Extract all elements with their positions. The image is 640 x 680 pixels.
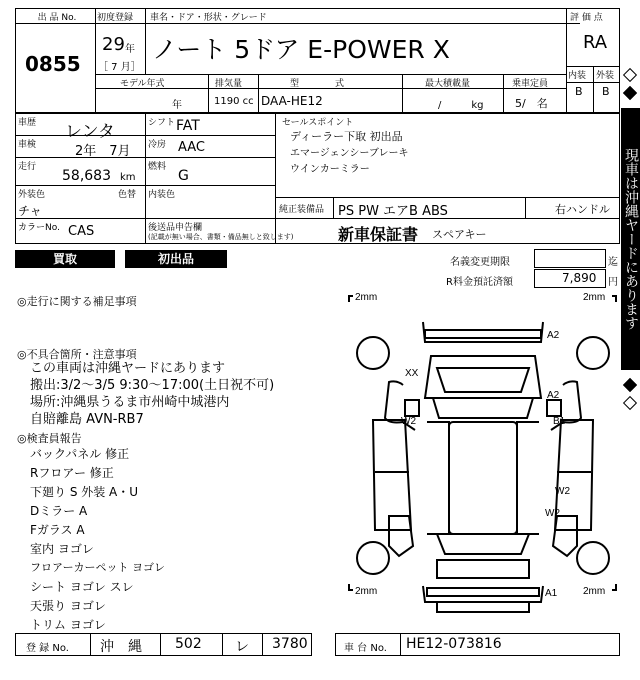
sidebar-note: 現車は沖縄ヤードにあります [621, 108, 640, 370]
plate-class: 502 [175, 636, 202, 652]
ac-value: AAC [178, 140, 205, 155]
inspection-value: 2年 7月 [75, 144, 131, 159]
diamond-icon [623, 396, 637, 410]
mark-right-front-fender: A2 [547, 390, 560, 401]
rating-label: 評 価 点 [570, 13, 603, 23]
model-year-unit: 年 [172, 100, 182, 111]
inspector-line: 室内 ヨゴレ [30, 542, 94, 556]
recycle-value: 7,890 [562, 271, 597, 285]
diamond-icon [623, 86, 637, 100]
diamond-icon [623, 68, 637, 82]
interior-grade: B [575, 85, 583, 98]
buy-badge: 買取 [15, 250, 115, 268]
equipment-value: PS PW エアB ABS [338, 204, 448, 219]
inspector-line: トリム ヨゴレ [30, 618, 106, 632]
chassis-label: 車 台 No. [344, 643, 387, 654]
exterior-grade: B [602, 85, 610, 98]
mark-front-right-corner: 2mm [583, 292, 606, 303]
sales-point-label: セールスポイント [282, 118, 354, 128]
mark-rear-right-corner: 2mm [583, 586, 606, 597]
sales-point-line: ウインカーミラー [290, 164, 370, 175]
inspector-line: Dミラー A [30, 504, 88, 518]
model-year-label: モデル年式 [120, 79, 165, 89]
rating-value: RA [583, 32, 608, 53]
defect-line: この車両は沖縄ヤードにあります [30, 361, 226, 376]
mark-right-front-door: B1 [553, 416, 566, 427]
car-name-label: 車名・ドア・形状・グレード [150, 13, 267, 23]
mark-rear-left-corner: 2mm [355, 586, 378, 597]
car-damage-diagram [345, 290, 620, 630]
mileage-label: 走行 [18, 162, 37, 172]
type-value: DAA-HE12 [261, 94, 323, 108]
mileage-value: 58,683 [62, 168, 111, 184]
lot-number: 0855 [25, 52, 81, 76]
mark-front-left-corner: 2mm [355, 292, 378, 303]
sales-point-line: ディーラー下取 初出品 [290, 130, 403, 143]
first-reg-label: 初度登録 [97, 13, 134, 23]
plate-number: 3780 [272, 636, 308, 652]
color-code-value: CAS [68, 224, 95, 239]
plate-kana: レ [235, 639, 249, 655]
plate-label: 登 録 No. [26, 643, 69, 654]
inspector-line: 天張り ヨゴレ [30, 599, 106, 613]
recycle-unit: 円 [608, 277, 618, 288]
inspector-line: フロアーカーペット ヨゴレ [30, 561, 165, 574]
inspector-line: Fガラス A [30, 523, 85, 537]
mark-front-bumper: A2 [547, 330, 560, 341]
name-change-label: 名義変更期限 [450, 257, 510, 268]
steering-value: 右ハンドル [555, 203, 610, 216]
mark-right-quarter: W2 [545, 508, 560, 519]
defect-line: 自賠離島 AVN-RB7 [30, 412, 144, 427]
car-name: ノート 5ドア E-POWER X [152, 35, 450, 64]
lot-label: 出 品 No. [37, 13, 77, 23]
max-load-label: 最大積載量 [425, 79, 471, 89]
mileage-unit: km [120, 172, 136, 183]
reg-year-unit: 年 [125, 44, 135, 55]
shift-value: FAT [176, 118, 200, 134]
type-label: 型 式 [290, 79, 345, 89]
inspector-title: ◎検査員報告 [17, 432, 82, 445]
inspector-line: 下廻り S 外装 A・U [30, 485, 139, 499]
right-sidebar [621, 0, 640, 680]
color-code-label: カラーNo. [18, 223, 60, 233]
capacity-value: 5/ 名 [515, 97, 548, 110]
color-change-label: 色替 [118, 190, 137, 200]
mark-hood-left: XX [405, 368, 419, 379]
inspector-line: シート ヨゴレ スレ [30, 580, 134, 594]
chassis-number: HE12-073816 [406, 636, 502, 652]
history-label: 車歴 [18, 118, 37, 128]
reg-year: 29 [102, 34, 125, 55]
reg-month: ［ 7 月］ [98, 62, 141, 73]
capacity-label: 乗車定員 [512, 79, 549, 89]
history-value: レンタ [65, 122, 115, 142]
displacement-value: 1190 cc [214, 96, 254, 107]
spare-key: スペアキー [432, 228, 487, 241]
max-load-value: / kg [438, 100, 484, 111]
recycle-label: R料金預託済額 [446, 277, 513, 288]
fuel-value: G [178, 168, 189, 184]
name-change-box [534, 249, 606, 268]
defect-title: ◎不具合箇所・注意事項 [17, 348, 137, 361]
ext-color-label: 外装色 [18, 190, 46, 200]
equipment-label: 純正装備品 [279, 205, 325, 215]
first-listing-badge: 初出品 [125, 250, 227, 268]
name-change-mark: 迄 [608, 257, 618, 268]
shift-label: シフト [148, 118, 176, 128]
ac-label: 冷房 [148, 140, 167, 150]
inspector-line: バックパネル 修正 [30, 447, 130, 461]
driving-notes-title: ◎走行に関する補足事項 [17, 295, 137, 308]
defect-line: 場所:沖縄県うるま市州崎中城港内 [30, 395, 230, 410]
mark-right-rear-door: W2 [555, 486, 570, 497]
ext-color-value: チャ [18, 204, 42, 218]
diamond-icon [623, 378, 637, 392]
plate-area: 沖 縄 [100, 639, 142, 655]
mark-rear-bumper: A1 [545, 588, 558, 599]
defect-line: 搬出:3/2〜3/5 9:30〜17:00(土日祝不可) [30, 378, 275, 393]
warranty-book: 新車保証書 [338, 225, 419, 244]
int-color-label: 内装色 [148, 190, 176, 200]
inspection-label: 車検 [18, 140, 37, 150]
sales-point-line: エマージェンシーブレーキ [290, 148, 409, 159]
displacement-label: 排気量 [215, 79, 243, 89]
fuel-label: 燃料 [148, 162, 167, 172]
warranty-note: (記載が無い場合、書類・備品無しと致します) [148, 233, 294, 241]
interior-label: 内装 [568, 71, 587, 81]
inspector-line: Rフロアー 修正 [30, 466, 114, 480]
exterior-label: 外装 [596, 71, 615, 81]
mark-left-front-door: W2 [401, 416, 416, 427]
warranty-label: 後送品申告欄 [148, 223, 203, 233]
